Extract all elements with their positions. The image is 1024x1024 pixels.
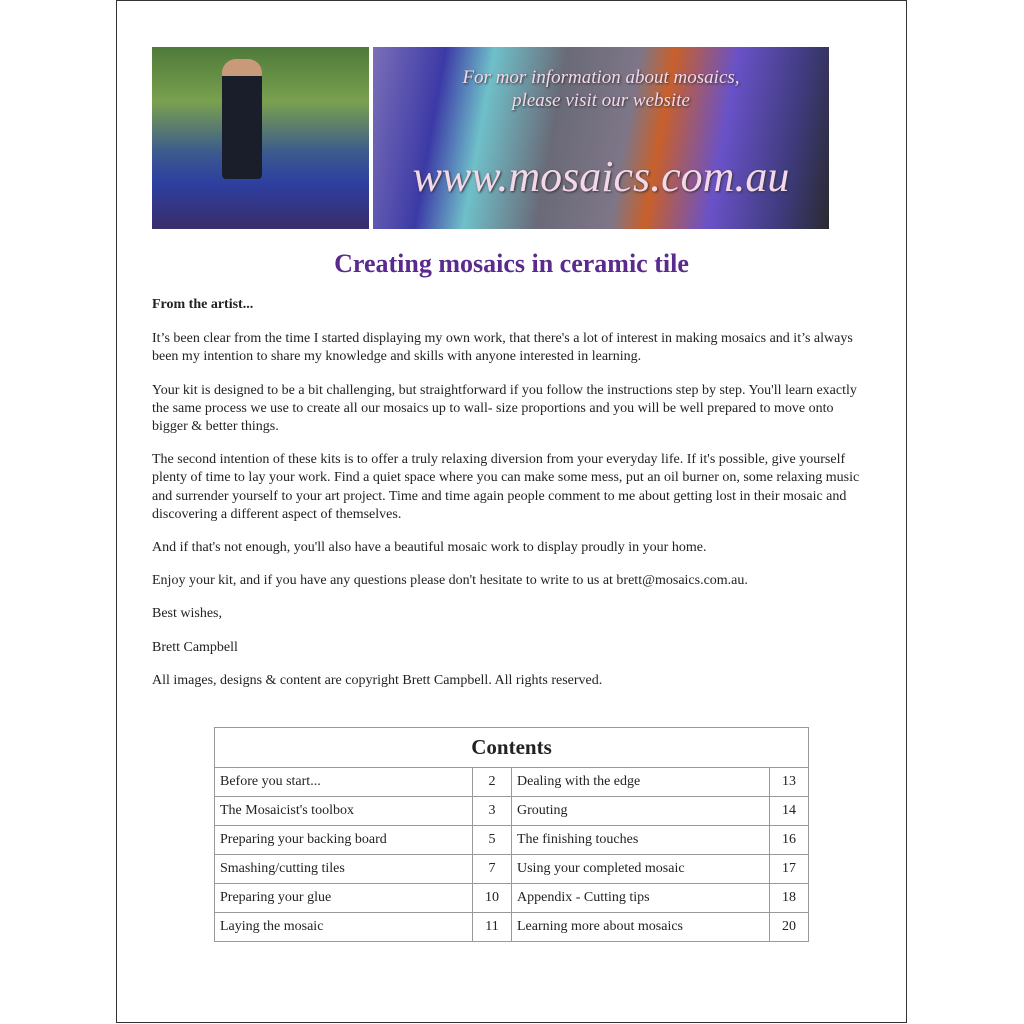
toc-entry: Appendix - Cutting tips bbox=[512, 884, 770, 913]
toc-page: 16 bbox=[770, 826, 809, 855]
signature-name: Brett Campbell bbox=[152, 639, 238, 655]
toc-page: 5 bbox=[473, 826, 512, 855]
contents-heading: Contents bbox=[215, 728, 809, 768]
toc-entry: Before you start... bbox=[215, 768, 473, 797]
toc-entry: Learning more about mosaics bbox=[512, 913, 770, 942]
toc-page: 14 bbox=[770, 797, 809, 826]
toc-page: 2 bbox=[473, 768, 512, 797]
table-row bbox=[215, 768, 809, 797]
toc-entry: Grouting bbox=[512, 797, 770, 826]
toc-entry: Dealing with the edge bbox=[512, 768, 770, 797]
table-row bbox=[215, 855, 809, 884]
toc-page: 18 bbox=[770, 884, 809, 913]
toc-page: 13 bbox=[770, 768, 809, 797]
toc-entry: Preparing your backing board bbox=[215, 826, 473, 855]
paragraph: The second intention of these kits is to offer a truly relaxing diversion from your everyday life. If it's possible, give yourself plenty of time to lay your work. Find a quiet space where you can make some mess, put an oil burner on, some relaxing music and surrender yourself to your art project. Time and time again people comment to me about getting lost in their mosaic and discovering a different aspect of themselves. bbox=[152, 452, 860, 522]
banner-info-line1: For mor information about mosaics, bbox=[462, 67, 740, 88]
toc-entry: Using your completed mosaic bbox=[512, 855, 770, 884]
toc-page: 10 bbox=[473, 884, 512, 913]
artist-figure bbox=[222, 59, 262, 179]
toc-page: 11 bbox=[473, 913, 512, 942]
table-row bbox=[215, 913, 809, 942]
toc-page: 7 bbox=[473, 855, 512, 884]
letter-body bbox=[152, 296, 872, 705]
toc-page: 20 bbox=[770, 913, 809, 942]
table-row bbox=[215, 884, 809, 913]
toc-page: 3 bbox=[473, 797, 512, 826]
contents-table bbox=[214, 727, 809, 942]
banner-info-line2: please visit our website bbox=[512, 90, 690, 111]
paragraph: Your kit is designed to be a bit challenging, but straightforward if you follow the instructions step by step. You'll learn exactly the same process we use to create all our mosaics up to wall- size proportions and you will be well prepared to move onto bigger & better things. bbox=[152, 382, 857, 435]
copyright-notice: All images, designs & content are copyright Brett Campbell. All rights reserved. bbox=[152, 672, 603, 688]
toc-entry: Laying the mosaic bbox=[215, 913, 473, 942]
artist-photo bbox=[152, 47, 369, 229]
table-row bbox=[215, 826, 809, 855]
mosaic-banner bbox=[373, 47, 829, 229]
paragraph: Enjoy your kit, and if you have any questions please don't hesitate to write to us at brett@mosaics.com.au. bbox=[152, 573, 748, 589]
banner-website-url: www.mosaics.com.au bbox=[412, 152, 790, 201]
toc-entry: Smashing/cutting tiles bbox=[215, 855, 473, 884]
toc-entry: Preparing your glue bbox=[215, 884, 473, 913]
intro-heading: From the artist... bbox=[152, 297, 254, 312]
toc-entry: The Mosaicist's toolbox bbox=[215, 797, 473, 826]
toc-page: 17 bbox=[770, 855, 809, 884]
page-title: Creating mosaics in ceramic tile bbox=[334, 249, 689, 278]
table-row bbox=[215, 797, 809, 826]
paragraph: It’s been clear from the time I started displaying my own work, that there's a lot of interest in making mosaics and it’s always been my intention to share my knowledge and skills with anyone interested in learning. bbox=[152, 331, 853, 365]
toc-entry: The finishing touches bbox=[512, 826, 770, 855]
sign-off: Best wishes, bbox=[152, 606, 222, 622]
paragraph: And if that's not enough, you'll also have a beautiful mosaic work to display proudly in your home. bbox=[152, 540, 707, 556]
